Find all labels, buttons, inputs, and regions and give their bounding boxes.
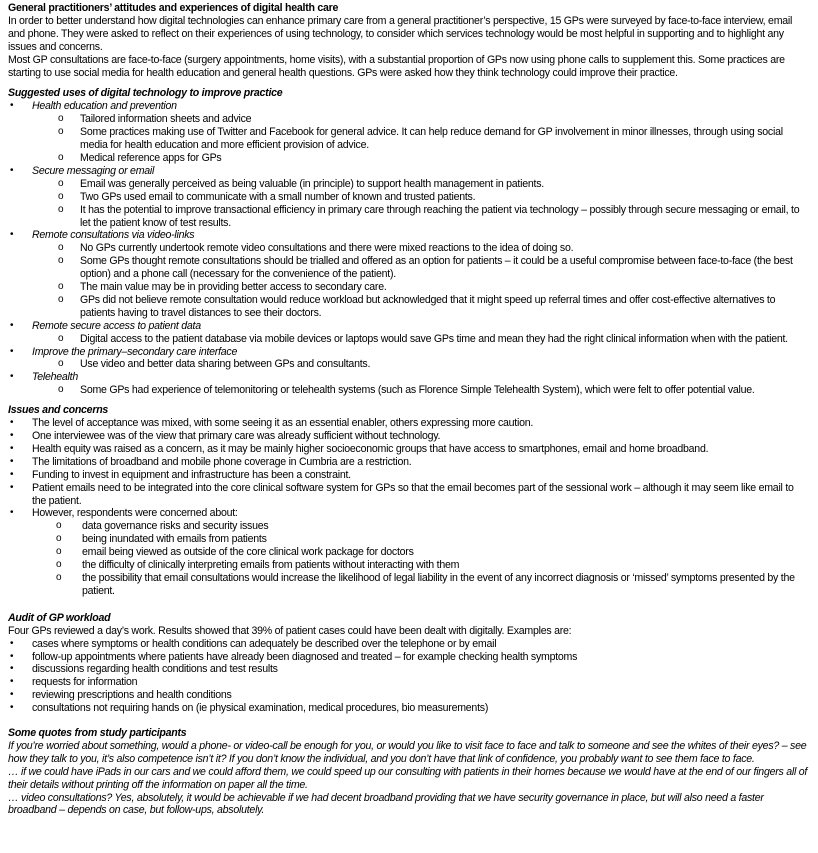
concern-item — [8, 520, 810, 533]
section-heading: Some quotes from study participants — [8, 727, 187, 740]
concern-item-text: email being viewed as outside of the core clinical work package for doctors — [82, 546, 414, 559]
sub-item-text: Some GPs thought remote consultations should be trialled and offered as an option for patients – it could be a useful compromise between face-to-face (the best option) and a phone call (necessary for the convenience of the patient). — [80, 255, 793, 281]
sub-bullet-icon: o — [58, 384, 64, 396]
audit-item-text: discussions regarding health conditions and test results — [32, 663, 278, 676]
audit-item-text: reviewing prescriptions and health conditions — [32, 689, 232, 702]
sub-bullet-icon: o — [58, 293, 64, 305]
sub-item-text: Some GPs had experience of telemonitoring or telehealth systems (such as Florence Simple Telehealth System), which were felt to offer potential value. — [80, 384, 755, 397]
category-item-text: Remote consultations via video-links — [32, 229, 195, 242]
sub-bullet-icon: o — [58, 113, 64, 125]
bullet-icon: • — [10, 430, 14, 441]
audit-item — [8, 638, 810, 651]
audit-intro: Four GPs reviewed a day’s work. Results showed that 39% of patient cases could have been dealt with digitally. Examples are: — [8, 624, 572, 637]
sub-item — [8, 242, 810, 255]
category-item-text: Secure messaging or email — [32, 164, 155, 177]
sub-item-text: No GPs currently undertook remote video consultations and there were mixed reactions to the idea of doing so. — [80, 242, 574, 255]
audit-list — [8, 638, 810, 715]
sub-item — [8, 384, 810, 397]
quote-paragraph: … video consultations? Yes, absolutely, it would be achievable if we had decent broadband providing that we have security governance in place, but will also need a faster broadband – depends on case, but follow-ups, absolutely. — [8, 791, 764, 817]
concerns-sub-list — [8, 520, 810, 597]
sub-bullet-icon: o — [58, 203, 64, 215]
issue-item-text: Patient emails need to be integrated into the core clinical software system for GPs so that the email becomes part of the sessional work – although it may seem like email to the patient. — [32, 481, 794, 507]
category-item — [8, 346, 810, 359]
sub-item-text: The main value may be in providing better access to secondary care. — [80, 281, 387, 294]
sub-item-text: Medical reference apps for GPs — [80, 151, 222, 164]
bullet-icon: • — [10, 100, 14, 112]
category-sub-list — [8, 178, 810, 230]
sub-item — [8, 191, 810, 204]
concern-item-text: the possibility that email consultations would increase the likelihood of legal liability in the event of any incorrect diagnosis or ‘missed’ symptoms presented by the patient. — [82, 571, 795, 597]
category-item — [8, 371, 810, 384]
sub-item — [8, 255, 810, 281]
bullet-icon: • — [10, 442, 14, 454]
section-heading: Suggested uses of digital technology to improve practice — [8, 87, 283, 100]
audit-item-text: cases where symptoms or health conditions can adequately be described over the telephone or by email — [32, 637, 497, 650]
sub-bullet-icon: o — [56, 559, 62, 571]
concern-item — [8, 559, 810, 572]
category-list — [8, 100, 810, 397]
issues-list — [8, 417, 810, 598]
category-item — [8, 320, 810, 333]
audit-item — [8, 651, 810, 664]
sub-bullet-icon: o — [58, 242, 64, 254]
sub-item — [8, 358, 810, 371]
issue-item — [8, 430, 810, 443]
sub-bullet-icon: o — [56, 546, 62, 558]
sub-item-text: GPs did not believe remote consultation would reduce workload but acknowledged that it might speed up referral times and offer cost-effective alternatives to patients having to travel distances to see their doctors. — [80, 293, 776, 319]
audit-section — [8, 612, 810, 715]
concern-item-text: data governance risks and security issues — [82, 520, 269, 533]
bullet-icon: • — [10, 468, 14, 480]
sub-bullet-icon: o — [58, 255, 64, 267]
sub-bullet-icon: o — [58, 281, 64, 293]
audit-item-text: requests for information — [32, 676, 138, 689]
intro-paragraph: Most GP consultations are face-to-face (surgery appointments, home visits), with a substantial proportion of GPs now using phone calls to supplement this. Some practices are starting to use social media for health education and general health questions. GPs were asked how they think technology could improve their practice. — [8, 53, 785, 79]
sub-bullet-icon: o — [58, 358, 64, 370]
concern-item-text: being inundated with emails from patients — [82, 533, 267, 546]
sub-bullet-icon: o — [56, 571, 62, 583]
sub-item — [8, 281, 810, 294]
sub-item-text: Digital access to the patient database via mobile devices or laptops would save GPs time and mean they had the right clinical information when with the patient. — [80, 332, 788, 345]
sub-item — [8, 294, 810, 320]
issue-item — [8, 417, 810, 430]
sub-item-text: Tailored information sheets and advice — [80, 113, 252, 126]
category-sub-list — [8, 358, 810, 371]
sub-bullet-icon: o — [58, 151, 64, 163]
section-heading: Issues and concerns — [8, 404, 109, 417]
issue-item — [8, 443, 810, 456]
sub-item — [8, 126, 810, 152]
issue-item — [8, 456, 810, 469]
bullet-icon: • — [10, 164, 14, 176]
category-item-text: Improve the primary–secondary care interface — [32, 345, 238, 358]
issue-item — [8, 507, 810, 520]
issue-item-text: The level of acceptance was mixed, with some seeing it as an essential enabler, others expressing more caution. — [32, 417, 534, 430]
section-heading: Audit of GP workload — [8, 611, 111, 624]
sub-item — [8, 204, 810, 230]
concern-item — [8, 546, 810, 559]
bullet-icon: • — [10, 481, 14, 493]
category-sub-list — [8, 333, 810, 346]
quotes-list — [8, 740, 810, 817]
issue-item — [8, 469, 810, 482]
sub-item-text: Email was generally perceived as being valuable (in principle) to support health management in patients. — [80, 177, 544, 190]
bullet-icon: • — [10, 319, 14, 331]
issue-item — [8, 482, 810, 508]
category-sub-list — [8, 242, 810, 319]
sub-bullet-icon: o — [58, 126, 64, 138]
bullet-icon: • — [10, 345, 14, 357]
bullet-icon: • — [10, 637, 14, 649]
category-item-text: Remote secure access to patient data — [32, 319, 201, 332]
sub-item — [8, 113, 810, 126]
sub-item — [8, 333, 810, 346]
category-item-text: Health education and prevention — [32, 100, 177, 113]
category-sub-list — [8, 113, 810, 165]
sub-bullet-icon: o — [58, 190, 64, 202]
issue-item-text: One interviewee was of the view that primary care was already sufficient without technology. — [32, 430, 441, 442]
sub-item-text: Some practices making use of Twitter and Facebook for general advice. It can help reduce demand for GP involvement in minor illnesses, through using social media for health education and more efficient provision of advice. — [80, 126, 783, 152]
issue-item-text: Funding to invest in equipment and infrastructure has been a constraint. — [32, 468, 351, 481]
bullet-icon: • — [10, 689, 14, 701]
bullet-icon: • — [10, 702, 14, 714]
suggested-uses-section — [8, 87, 810, 397]
audit-item-text: consultations not requiring hands on (ie physical examination, medical procedures, bio measurements) — [32, 702, 489, 715]
bullet-icon: • — [10, 650, 14, 662]
bullet-icon: • — [10, 371, 14, 383]
bullet-icon: • — [10, 663, 14, 675]
sub-bullet-icon: o — [58, 332, 64, 344]
sub-item-text: Two GPs used email to communicate with a small number of known and trusted patients. — [80, 190, 476, 203]
issue-item-text: However, respondents were concerned about: — [32, 507, 238, 520]
category-item — [8, 100, 810, 113]
quotes-section — [8, 727, 810, 817]
bullet-icon: • — [10, 229, 14, 241]
sub-item-text: It has the potential to improve transactional efficiency in primary care through reaching the patient via technology – possibly through secure messaging or email, to let the patient know of test results. — [80, 203, 800, 229]
document-title: General practitioners’ attitudes and experiences of digital health care — [8, 2, 339, 14]
sub-item — [8, 178, 810, 191]
audit-item — [8, 689, 810, 702]
audit-item-text: follow-up appointments where patients have already been diagnosed and treated – for example checking health symptoms — [32, 650, 578, 663]
category-item-text: Telehealth — [32, 371, 78, 384]
audit-item — [8, 663, 810, 676]
bullet-icon: • — [10, 417, 14, 429]
sub-bullet-icon: o — [56, 520, 62, 532]
sub-item — [8, 152, 810, 165]
intro-paragraph: In order to better understand how digital technologies can enhance primary care from a general practitioner’s perspective, 15 GPs were surveyed by face-to-face interview, email and phone. They were asked to reflect on their experiences of using technology, to consider which services technology would be most helpful in supporting and to highlight any issues and concerns. — [8, 14, 793, 53]
concern-item-text: the difficulty of clinically interpreting emails from patients without interacting with them — [82, 559, 460, 572]
sub-bullet-icon: o — [58, 177, 64, 189]
audit-item — [8, 676, 810, 689]
issue-item-text: The limitations of broadband and mobile phone coverage in Cumbria are a restriction. — [32, 455, 412, 468]
issues-section — [8, 404, 810, 598]
audit-item — [8, 702, 810, 715]
sub-bullet-icon: o — [56, 533, 62, 545]
issue-item-text: Health equity was raised as a concern, as it may be mainly higher socioeconomic groups that have access to smartphones, email and home broadband. — [32, 442, 709, 455]
bullet-icon: • — [10, 676, 14, 688]
quote-paragraph: If you’re worried about something, would a phone- or video-call be enough for you, or would you like to visit face to face and talk to someone and see the whites of their eyes? – see how they talk to you, it’s also competence isn’t it? If you don’t know the individual, and you don’t have that link of confidence, you probably want to see them face to face. — [8, 739, 807, 765]
category-sub-list — [8, 384, 810, 397]
bullet-icon: • — [10, 455, 14, 467]
category-item — [8, 165, 810, 178]
bullet-icon: • — [10, 507, 14, 519]
category-item — [8, 229, 810, 242]
concern-item — [8, 533, 810, 546]
sub-item-text: Use video and better data sharing between GPs and consultants. — [80, 358, 371, 371]
concern-item — [8, 572, 810, 598]
quote-paragraph: … if we could have iPads in our cars and we could afford them, we could speed up our consulting with patients in their homes because we would have at the end of our fingers all of their details without printing off the information on paper all the time. — [8, 765, 808, 791]
